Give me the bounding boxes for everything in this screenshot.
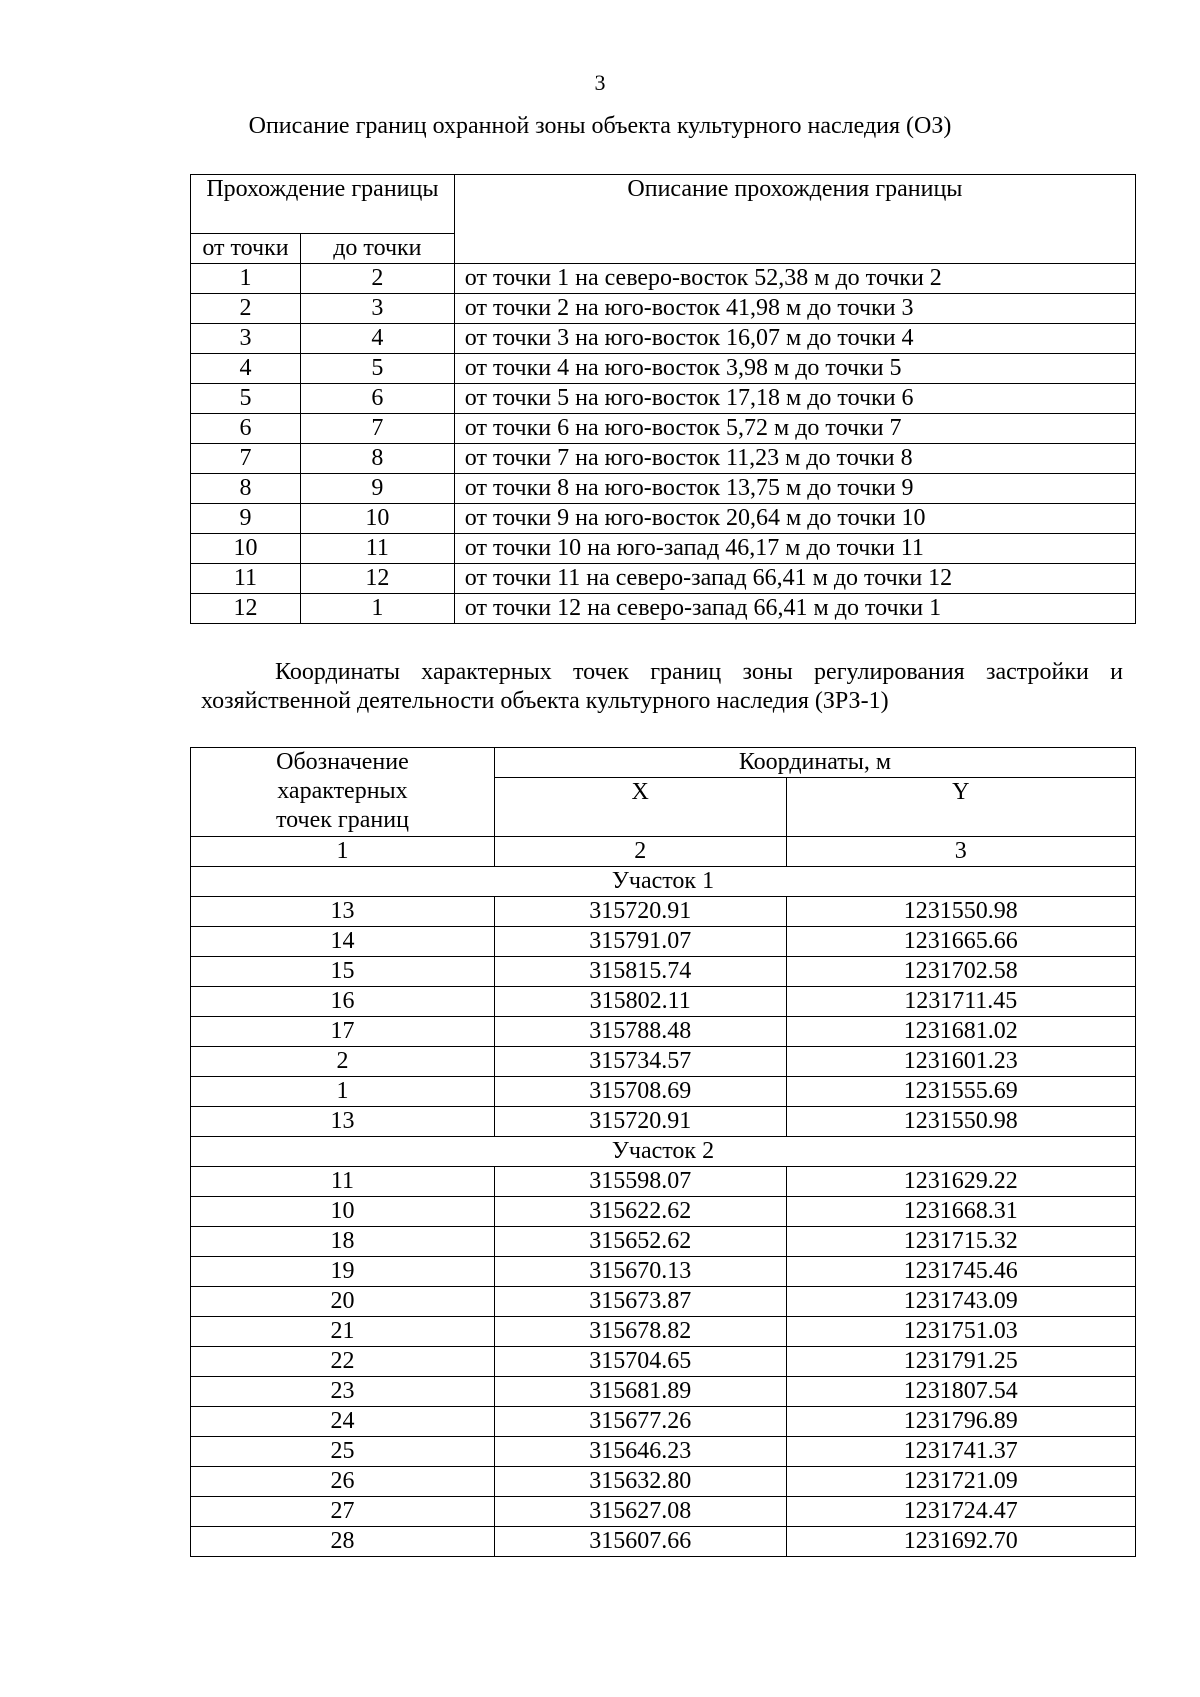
table-row — [191, 957, 1136, 987]
point-id-cell: 26 — [191, 1467, 495, 1497]
description-cell: от точки 9 на юго-восток 20,64 м до точки 10 — [454, 504, 1135, 534]
x-coordinate-cell: 315627.08 — [494, 1497, 786, 1527]
boundary-description-table — [190, 174, 1136, 624]
table-row — [191, 264, 1136, 294]
x-coordinate-cell: 315607.66 — [494, 1527, 786, 1557]
point-id-cell: 17 — [191, 1017, 495, 1047]
part-heading: Участок 1 — [191, 867, 1136, 897]
description-cell: от точки 4 на юго-восток 3,98 м до точки 5 — [454, 354, 1135, 384]
description-cell: от точки 3 на юго-восток 16,07 м до точки 4 — [454, 324, 1135, 354]
to-point-cell: 8 — [300, 444, 454, 474]
description-cell: от точки 2 на юго-восток 41,98 м до точки 3 — [454, 294, 1135, 324]
table-row — [191, 1407, 1136, 1437]
from-point-header: от точки — [191, 234, 301, 264]
x-coordinate-cell: 315720.91 — [494, 1107, 786, 1137]
part-heading: Участок 2 — [191, 1137, 1136, 1167]
point-id-cell: 21 — [191, 1317, 495, 1347]
y-coordinate-cell: 1231745.46 — [786, 1257, 1136, 1287]
x-coordinate-cell: 315704.65 — [494, 1347, 786, 1377]
table-row — [191, 927, 1136, 957]
x-coordinate-cell: 315673.87 — [494, 1287, 786, 1317]
table-row — [191, 1077, 1136, 1107]
description-cell: от точки 10 на юго-запад 46,17 м до точки 11 — [454, 534, 1135, 564]
to-point-cell: 4 — [300, 324, 454, 354]
table-row — [191, 474, 1136, 504]
x-coordinate-cell: 315788.48 — [494, 1017, 786, 1047]
table-row — [191, 1497, 1136, 1527]
passage-header: Прохождение границы — [191, 175, 455, 234]
coordinates-intro-paragraph — [201, 658, 1123, 716]
column-number-1: 1 — [191, 837, 495, 867]
point-id-cell: 15 — [191, 957, 495, 987]
table-row — [191, 1377, 1136, 1407]
table-row — [191, 324, 1136, 354]
x-coordinate-cell: 315678.82 — [494, 1317, 786, 1347]
from-point-cell: 11 — [191, 564, 301, 594]
part-heading-row — [191, 1137, 1136, 1167]
from-point-cell: 7 — [191, 444, 301, 474]
to-point-cell: 3 — [300, 294, 454, 324]
x-coordinate-cell: 315646.23 — [494, 1437, 786, 1467]
y-header: Y — [786, 778, 1136, 837]
description-cell: от точки 5 на юго-восток 17,18 м до точки 6 — [454, 384, 1135, 414]
column-number-3: 3 — [786, 837, 1136, 867]
point-id-cell: 28 — [191, 1527, 495, 1557]
from-point-cell: 5 — [191, 384, 301, 414]
point-id-cell: 20 — [191, 1287, 495, 1317]
table-row — [191, 414, 1136, 444]
table-row — [191, 354, 1136, 384]
table-row — [191, 1257, 1136, 1287]
y-coordinate-cell: 1231681.02 — [786, 1017, 1136, 1047]
column-number-row — [191, 837, 1136, 867]
from-point-cell: 2 — [191, 294, 301, 324]
to-point-cell: 11 — [300, 534, 454, 564]
coordinates-header: Координаты, м — [494, 748, 1135, 778]
description-cell: от точки 11 на северо-запад 66,41 м до точки 12 — [454, 564, 1135, 594]
table-row — [191, 1047, 1136, 1077]
coordinates-table — [190, 747, 1136, 1557]
boundary-description-body — [191, 264, 1136, 624]
to-point-cell: 7 — [300, 414, 454, 444]
point-id-cell: 13 — [191, 1107, 495, 1137]
x-coordinate-cell: 315622.62 — [494, 1197, 786, 1227]
table-header-row — [191, 175, 1136, 234]
description-cell: от точки 12 на северо-запад 66,41 м до точки 1 — [454, 594, 1135, 624]
table-row — [191, 1107, 1136, 1137]
y-coordinate-cell: 1231555.69 — [786, 1077, 1136, 1107]
column-number-2: 2 — [494, 837, 786, 867]
point-id-cell: 13 — [191, 897, 495, 927]
y-coordinate-cell: 1231601.23 — [786, 1047, 1136, 1077]
part-heading-row — [191, 867, 1136, 897]
from-point-cell: 9 — [191, 504, 301, 534]
table-row — [191, 1437, 1136, 1467]
y-coordinate-cell: 1231751.03 — [786, 1317, 1136, 1347]
x-coordinate-cell: 315720.91 — [494, 897, 786, 927]
point-id-cell: 2 — [191, 1047, 495, 1077]
description-cell: от точки 6 на юго-восток 5,72 м до точки 7 — [454, 414, 1135, 444]
from-point-cell: 12 — [191, 594, 301, 624]
x-coordinate-cell: 315791.07 — [494, 927, 786, 957]
y-coordinate-cell: 1231807.54 — [786, 1377, 1136, 1407]
description-header: Описание прохождения границы — [454, 175, 1135, 264]
point-id-cell: 16 — [191, 987, 495, 1017]
to-point-cell: 9 — [300, 474, 454, 504]
y-coordinate-cell: 1231741.37 — [786, 1437, 1136, 1467]
page-number: 3 — [594, 70, 606, 95]
y-coordinate-cell: 1231743.09 — [786, 1287, 1136, 1317]
to-point-cell: 1 — [300, 594, 454, 624]
from-point-cell: 6 — [191, 414, 301, 444]
coordinates-body — [191, 867, 1136, 1557]
point-id-cell: 11 — [191, 1167, 495, 1197]
section-title: Описание границ охранной зоны объекта культурного наследия (ОЗ) — [248, 113, 952, 139]
to-point-cell: 6 — [300, 384, 454, 414]
to-point-cell: 5 — [300, 354, 454, 384]
table-header-row — [191, 748, 1136, 778]
table-row — [191, 1227, 1136, 1257]
y-coordinate-cell: 1231721.09 — [786, 1467, 1136, 1497]
table-row — [191, 384, 1136, 414]
to-point-cell: 10 — [300, 504, 454, 534]
table-row — [191, 1167, 1136, 1197]
x-coordinate-cell: 315632.80 — [494, 1467, 786, 1497]
x-coordinate-cell: 315598.07 — [494, 1167, 786, 1197]
x-coordinate-cell: 315670.13 — [494, 1257, 786, 1287]
point-id-cell: 25 — [191, 1437, 495, 1467]
description-cell: от точки 1 на северо-восток 52,38 м до точки 2 — [454, 264, 1135, 294]
to-point-cell: 2 — [300, 264, 454, 294]
point-id-cell: 10 — [191, 1197, 495, 1227]
point-id-cell: 18 — [191, 1227, 495, 1257]
point-id-cell: 1 — [191, 1077, 495, 1107]
y-coordinate-cell: 1231692.70 — [786, 1527, 1136, 1557]
paragraph-line-1: Координаты характерных точек границ зоны регулирования застройки и — [275, 659, 1123, 685]
table-row — [191, 1287, 1136, 1317]
x-coordinate-cell: 315734.57 — [494, 1047, 786, 1077]
table-row — [191, 294, 1136, 324]
table-row — [191, 1347, 1136, 1377]
table-row — [191, 534, 1136, 564]
point-id-cell: 27 — [191, 1497, 495, 1527]
to-point-cell: 12 — [300, 564, 454, 594]
y-coordinate-cell: 1231629.22 — [786, 1167, 1136, 1197]
y-coordinate-cell: 1231668.31 — [786, 1197, 1136, 1227]
x-header: X — [494, 778, 786, 837]
table-row — [191, 897, 1136, 927]
y-coordinate-cell: 1231711.45 — [786, 987, 1136, 1017]
x-coordinate-cell: 315681.89 — [494, 1377, 786, 1407]
table-row — [191, 1527, 1136, 1557]
point-id-cell: 19 — [191, 1257, 495, 1287]
from-point-cell: 3 — [191, 324, 301, 354]
y-coordinate-cell: 1231791.25 — [786, 1347, 1136, 1377]
designation-header: Обозначение характерных точек границ — [191, 748, 495, 837]
y-coordinate-cell: 1231796.89 — [786, 1407, 1136, 1437]
table-row — [191, 564, 1136, 594]
from-point-cell: 8 — [191, 474, 301, 504]
y-coordinate-cell: 1231702.58 — [786, 957, 1136, 987]
table-row — [191, 504, 1136, 534]
description-cell: от точки 7 на юго-восток 11,23 м до точки 8 — [454, 444, 1135, 474]
x-coordinate-cell: 315802.11 — [494, 987, 786, 1017]
table-row — [191, 444, 1136, 474]
point-id-cell: 14 — [191, 927, 495, 957]
from-point-cell: 1 — [191, 264, 301, 294]
y-coordinate-cell: 1231724.47 — [786, 1497, 1136, 1527]
table-row — [191, 594, 1136, 624]
table-row — [191, 1467, 1136, 1497]
table-row — [191, 987, 1136, 1017]
point-id-cell: 23 — [191, 1377, 495, 1407]
table-row — [191, 1017, 1136, 1047]
description-cell: от точки 8 на юго-восток 13,75 м до точки 9 — [454, 474, 1135, 504]
y-coordinate-cell: 1231715.32 — [786, 1227, 1136, 1257]
x-coordinate-cell: 315815.74 — [494, 957, 786, 987]
point-id-cell: 22 — [191, 1347, 495, 1377]
from-point-cell: 10 — [191, 534, 301, 564]
to-point-header: до точки — [300, 234, 454, 264]
point-id-cell: 24 — [191, 1407, 495, 1437]
table-row — [191, 1197, 1136, 1227]
x-coordinate-cell: 315677.26 — [494, 1407, 786, 1437]
from-point-cell: 4 — [191, 354, 301, 384]
y-coordinate-cell: 1231550.98 — [786, 1107, 1136, 1137]
x-coordinate-cell: 315652.62 — [494, 1227, 786, 1257]
x-coordinate-cell: 315708.69 — [494, 1077, 786, 1107]
y-coordinate-cell: 1231665.66 — [786, 927, 1136, 957]
y-coordinate-cell: 1231550.98 — [786, 897, 1136, 927]
paragraph-line-2: хозяйственной деятельности объекта культурного наследия (ЗРЗ-1) — [201, 688, 889, 714]
table-row — [191, 1317, 1136, 1347]
